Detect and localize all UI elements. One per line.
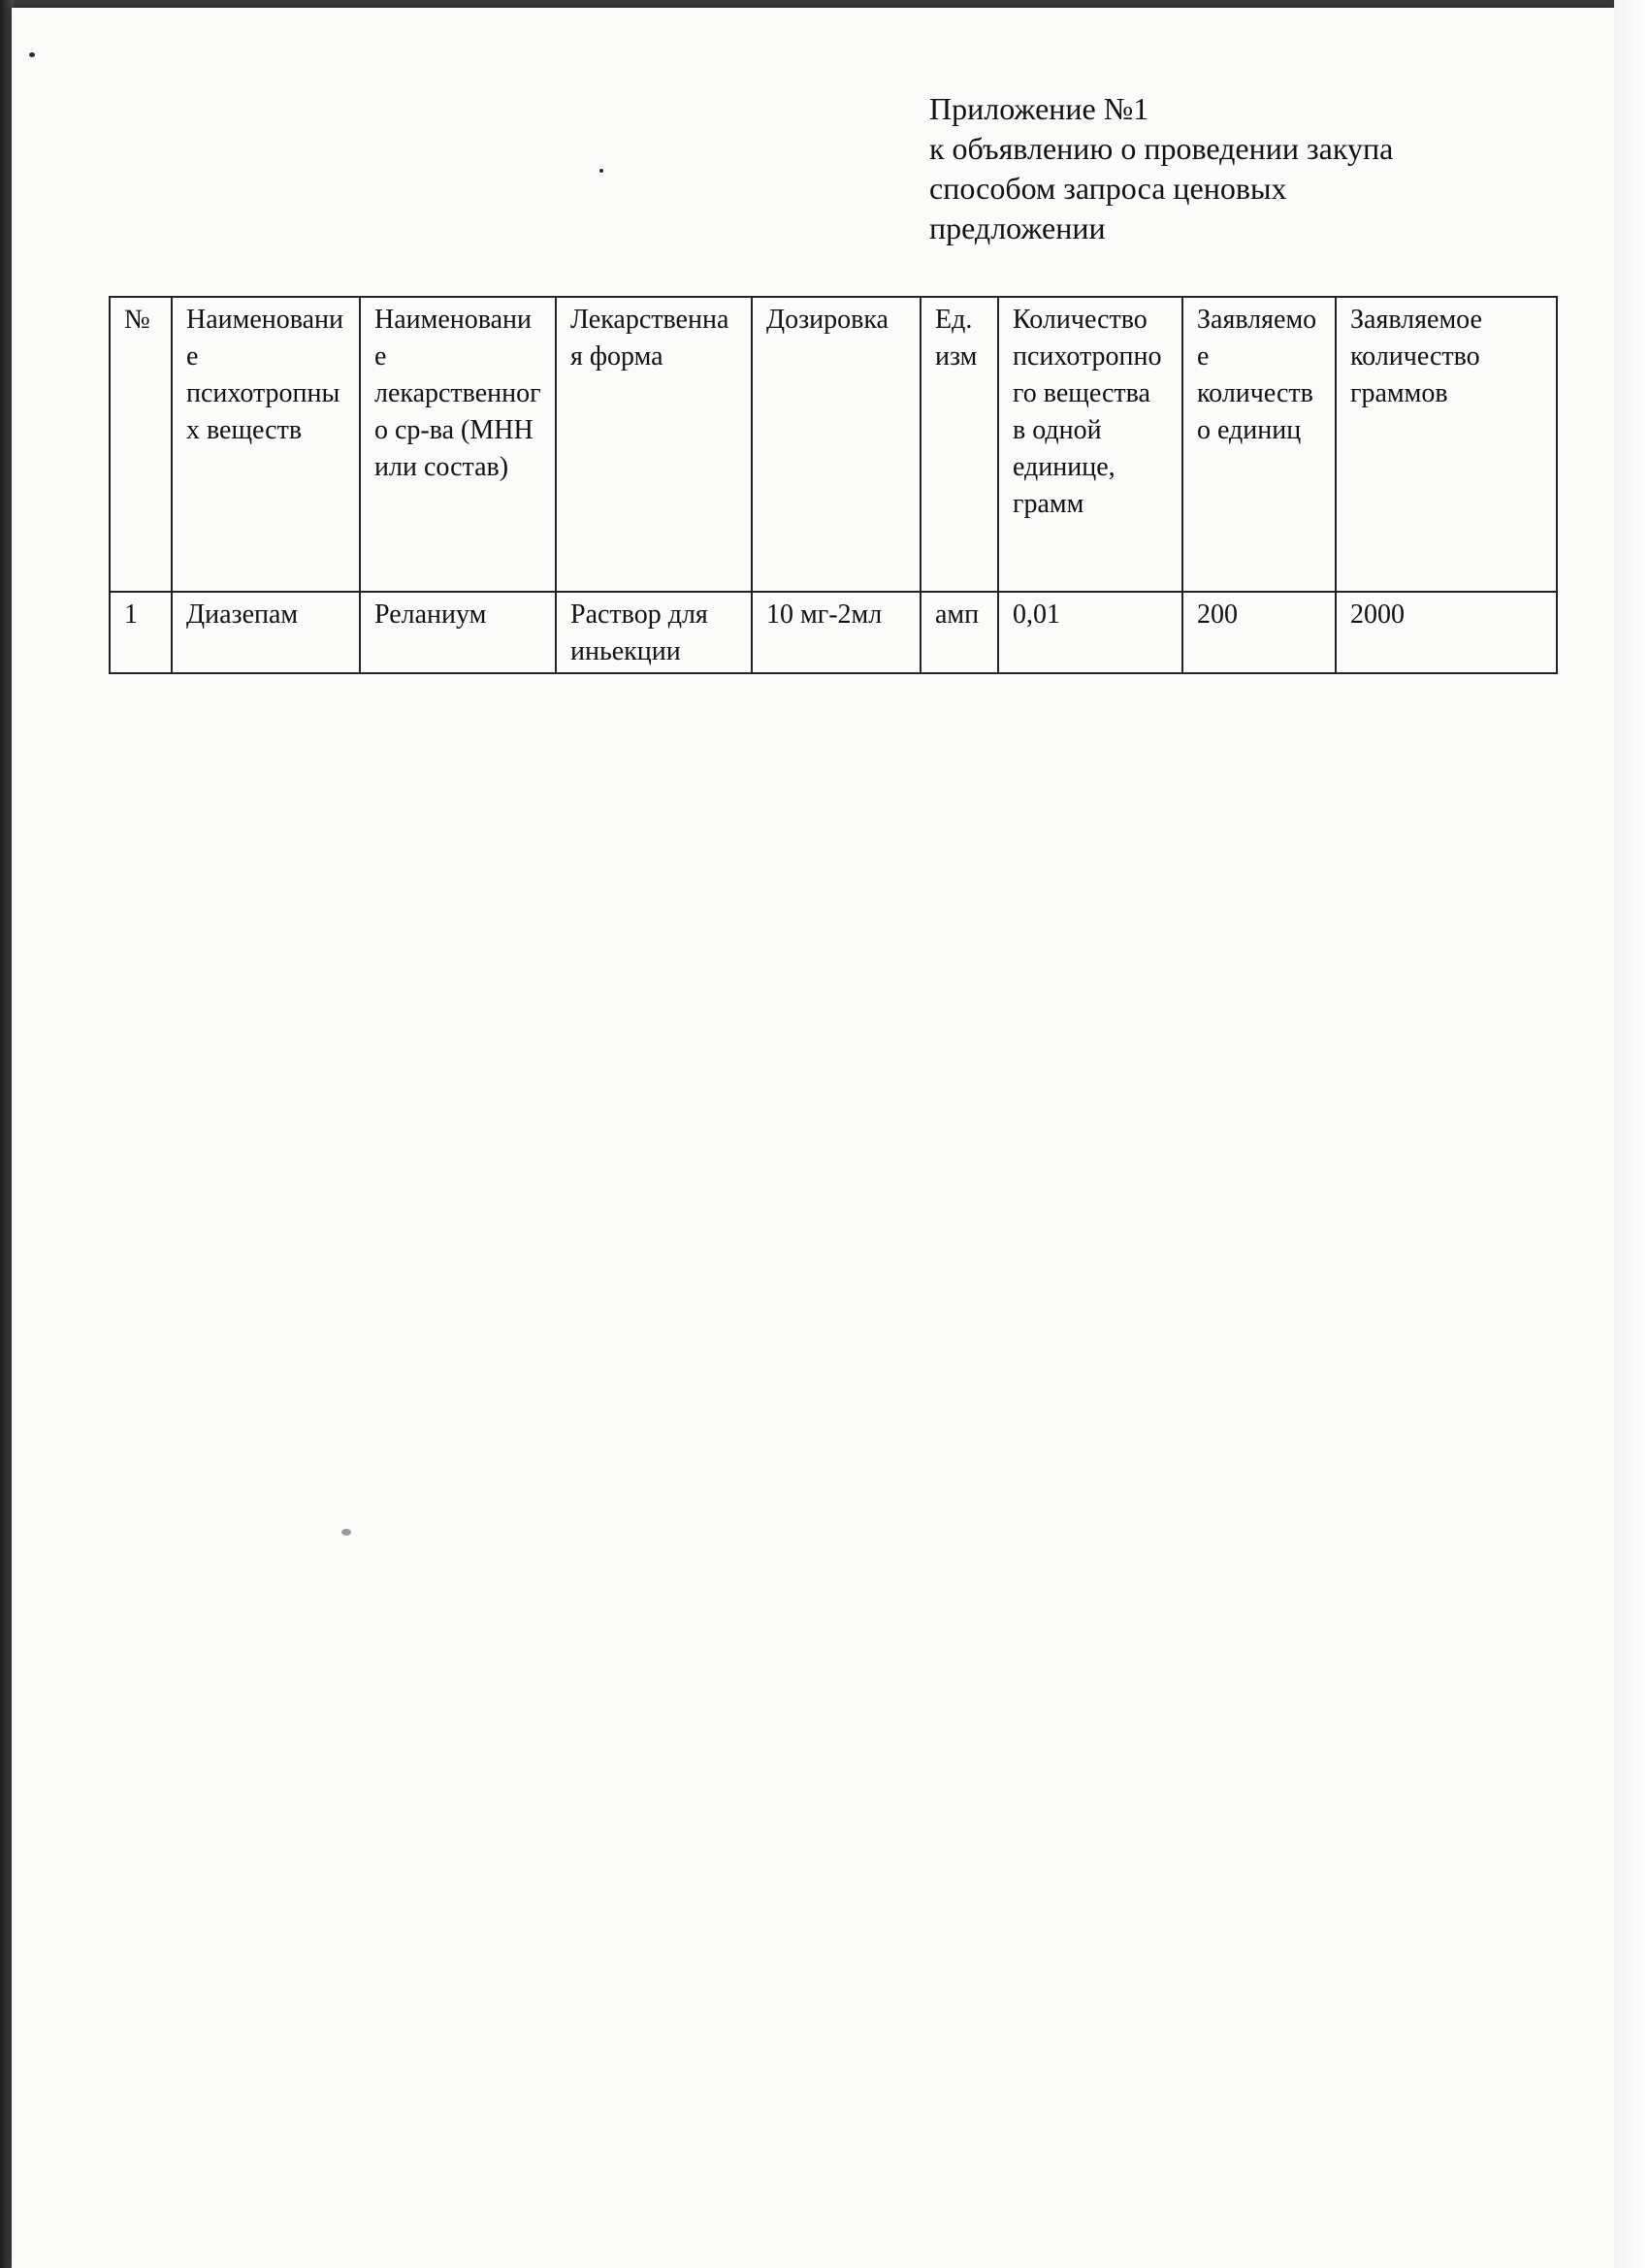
heading-line: к объявлению о проведении закупа (929, 131, 1394, 166)
header-drug-name: Наименование лекарственного ср-ва (МНН или состав) (360, 297, 556, 592)
table-row (110, 592, 1557, 673)
header-unit: Ед. изм (921, 297, 998, 592)
header-substance-name: Наименование психотропных веществ (172, 297, 360, 592)
header-number: № (110, 297, 172, 592)
header-declared-grams: Заявляемое количество граммов (1336, 297, 1557, 592)
cell-declared-units: 200 (1182, 592, 1336, 673)
header-amount-per-unit: Количество психотропного вещества в одной единице, грамм (998, 297, 1182, 592)
scan-speck (341, 1529, 351, 1536)
scan-speck (29, 52, 35, 57)
scan-edge-right (1614, 0, 1649, 2268)
annex-heading (929, 89, 1550, 248)
cell-amount-per-unit: 0,01 (998, 592, 1182, 673)
cell-declared-grams: 2000 (1336, 592, 1557, 673)
cell-substance-name: Диазепам (172, 592, 360, 673)
table-header-row (110, 297, 1557, 592)
cell-dosage-form: Раствор для иньекции (556, 592, 752, 673)
heading-line: предложении (929, 211, 1106, 245)
heading-line: способом запроса ценовых (929, 171, 1287, 206)
heading-line: Приложение №1 (929, 91, 1149, 126)
cell-drug-name: Реланиум (360, 592, 556, 673)
cell-unit: амп (921, 592, 998, 673)
header-dosage-form: Лекарственная форма (556, 297, 752, 592)
header-dosage: Дозировка (752, 297, 921, 592)
cell-number: 1 (110, 592, 172, 673)
header-declared-units: Заявляемое количество единиц (1182, 297, 1336, 592)
scan-speck (599, 169, 603, 173)
cell-dosage: 10 мг-2мл (752, 592, 921, 673)
psychotropic-substances-table (109, 296, 1558, 674)
